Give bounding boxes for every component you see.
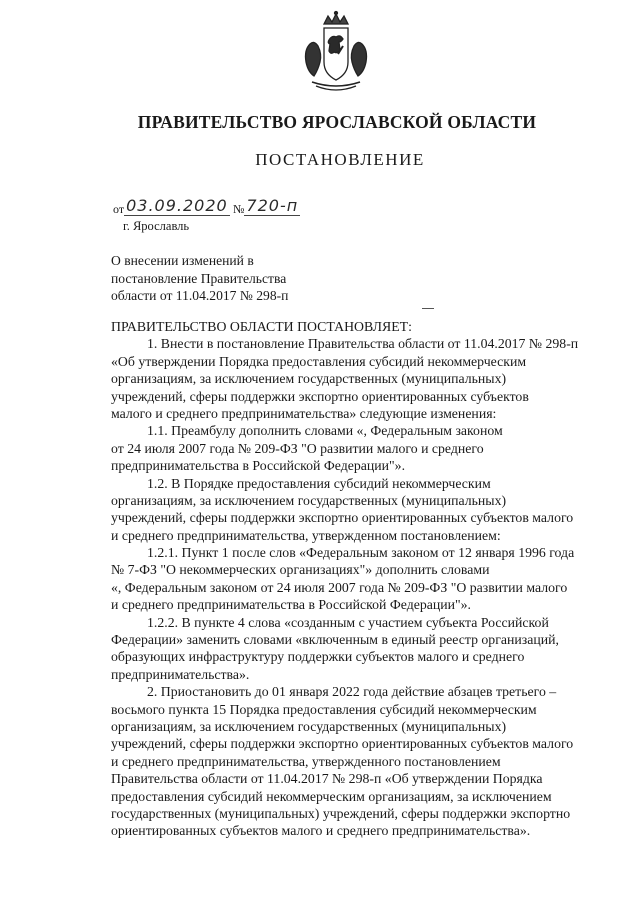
city-label: г. Ярославль	[123, 219, 190, 233]
body-line: малого и среднего предпринимательства» следующие изменения:	[111, 405, 497, 421]
body-line: Правительства области от 11.04.2017 № 298-п «Об утверждении Порядка	[111, 771, 543, 787]
body-line: «, Федеральным законом от 24 июля 2007 года № 209-ФЗ "О развитии малого	[111, 579, 568, 595]
body-line: и среднего предпринимательства, утвержденном постановлением:	[111, 527, 501, 543]
body-line: учреждений, сферы поддержки экспортно ориентированных субъектов малого	[111, 510, 574, 526]
subject-line: постановление Правительства	[111, 270, 287, 286]
body-line: 1.2. В Порядке предоставления субсидий некоммерческим	[147, 475, 491, 491]
handwritten-date: 03.09.2020	[126, 196, 228, 215]
date-number-row	[113, 198, 300, 218]
coat-of-arms-emblem	[294, 10, 378, 94]
number-prefix: №	[232, 202, 245, 216]
body-line: предпринимательства».	[111, 666, 250, 682]
body-line: предоставления субсидий некоммерческим организациям, за исключением	[111, 788, 552, 804]
body-line: образующих инфраструктуру поддержки субъектов малого и среднего	[111, 649, 525, 665]
document-subject	[111, 252, 341, 305]
body-line: 2. Приостановить до 01 января 2022 года действие абзацев третьего –	[147, 684, 557, 700]
date-prefix: от	[113, 202, 125, 216]
document-body	[111, 318, 617, 840]
body-line: 1.2.2. В пункте 4 слова «созданным с участием субъекта Российской	[147, 614, 549, 630]
separator-mark	[422, 308, 434, 309]
body-line: и среднего предпринимательства в Российской Федерации"».	[111, 597, 471, 613]
body-line: № 7-ФЗ "О некоммерческих организациях"» дополнить словами	[111, 562, 490, 578]
body-line: 1. Внести в постановление Правительства области от 11.04.2017 № 298-п	[147, 336, 579, 352]
handwritten-number: 720-п	[246, 196, 299, 215]
subject-line: области от 11.04.2017 № 298-п	[111, 288, 289, 303]
body-line: государственных (муниципальных) учреждений, сферы поддержки экспортно	[111, 805, 571, 821]
body-line: организациям, за исключением государственных (муниципальных)	[111, 492, 507, 508]
document-type: ПОСТАНОВЛЕНИЕ	[255, 150, 425, 169]
body-line: восьмого пункта 15 Порядка предоставления субсидий некоммерческим	[111, 701, 537, 717]
government-title: ПРАВИТЕЛЬСТВО ЯРОСЛАВСКОЙ ОБЛАСТИ	[137, 112, 537, 132]
body-line: «Об утверждении Порядка предоставления субсидий некоммерческим	[111, 353, 527, 369]
body-line: организациям, за исключением государственных (муниципальных)	[111, 371, 507, 387]
body-line: 1.2.1. Пункт 1 после слов «Федеральным законом от 12 января 1996 года	[147, 545, 575, 561]
body-line: учреждений, сферы поддержки экспортно ориентированных субъектов	[111, 388, 529, 404]
body-line: организациям, за исключением государственных (муниципальных)	[111, 718, 507, 734]
resolution-heading: ПРАВИТЕЛЬСТВО ОБЛАСТИ ПОСТАНОВЛЯЕТ:	[111, 319, 412, 334]
body-line: 1.1. Преамбулу дополнить словами «, Федеральным законом	[147, 423, 503, 439]
body-line: ориентированных субъектов малого и среднего предпринимательства».	[111, 823, 531, 839]
subject-line: О внесении изменений в	[111, 253, 254, 268]
body-line: от 24 июля 2007 года № 209-ФЗ "О развитии малого и среднего	[111, 440, 484, 456]
body-line: предпринимательства в Российской Федерации"».	[111, 458, 406, 474]
body-line: учреждений, сферы поддержки экспортно ориентированных субъектов малого	[111, 736, 574, 752]
body-line: и среднего предпринимательства, утвержденного постановлением	[111, 753, 501, 769]
body-line: Федерации» заменить словами «включенным в единый реестр организаций,	[111, 632, 559, 648]
